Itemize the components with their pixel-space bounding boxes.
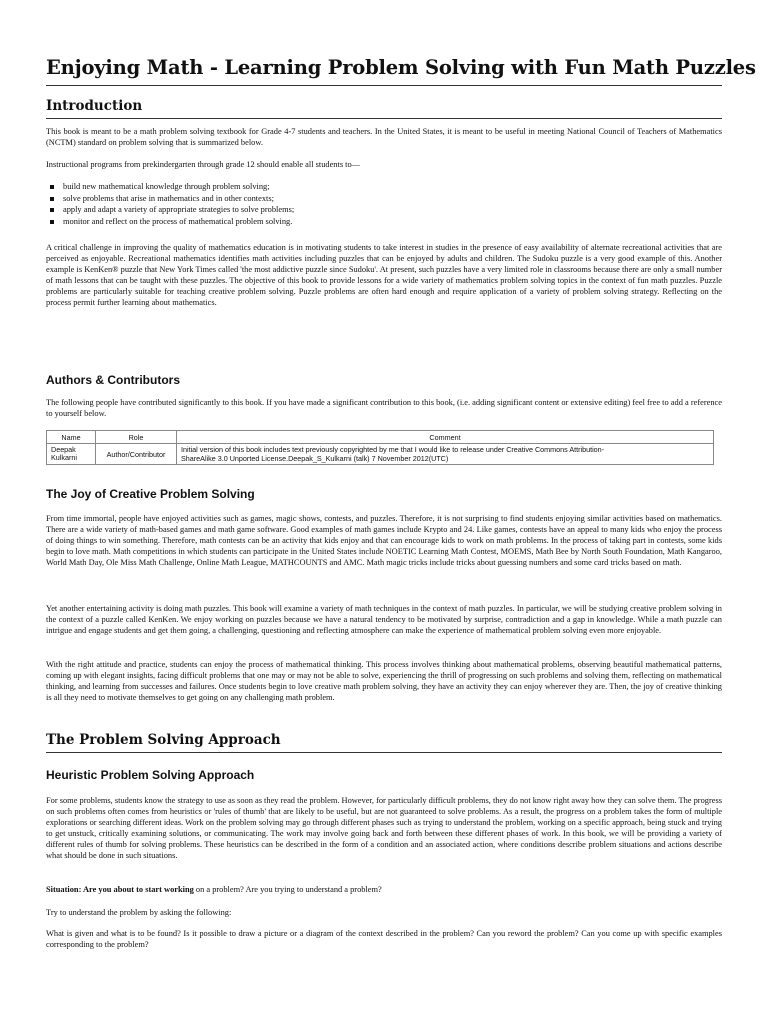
- cell-name: [47, 444, 96, 465]
- joy-paragraph-2: Yet another entertaining activity is doing math puzzles. This book will examine a variety of math techniques in the context of math puzzles. In particular, we will be studying creative problem solving in the context of a puzzle called KenKen. We enjoy working on puzzles because we have a natural tendency to be motivated by surprise, contradiction and a gap in knowledge. While a math puzzle can intrigue and engage students and get them going, a challenging, questioning and reflecting atmosphere can make the experience of mathematical problem solving even more enjoyable.: [46, 604, 722, 635]
- column-header-name: Name: [47, 431, 96, 444]
- questions-paragraph: What is given and what is to be found? Is it possible to draw a picture or a diagram of the context described in the problem? Can you reword the problem? Can you come up with specific examples corresponding to the problem?: [46, 929, 722, 949]
- name-first: Deepak: [51, 444, 76, 454]
- introduction-paragraph-2: Instructional programs from prekindergarten through grade 12 should enable all students to—: [46, 160, 361, 169]
- approach-heading: The Problem Solving Approach: [46, 732, 722, 753]
- introduction-paragraph-3: A critical challenge in improving the quality of mathematics education is in motivating students to take interest in studies in the presence of easy availability of alternate recreational activities that are perceived as enjoyable. Recreational mathematics identifies math activities including puzzles that can be enjoyed by adults and children. The Sudoku puzzle is a very good example of this. Another example is KenKen® puzzle that New York Times called 'the most addictive puzzle since Sudoku'. At present, such puzzles have a very limited role in classrooms because there are only a small number of math lessons that can be taught with these puzzles. The objective of this book to provide lessons for a wide variety of mathematics problem solving topics in the context of fun math puzzles. Puzzle problems are particularly suitable for teaching creative problem solving. Puzzle problems are often hard enough and require application of a variety of problem solving strategy. Reflecting on the process permit further learning about mathematics.: [46, 243, 722, 307]
- joy-heading: The Joy of Creative Problem Solving: [46, 487, 255, 501]
- situation-text: on a problem? Are you trying to understand a problem?: [193, 885, 382, 894]
- introduction-paragraph-1: This book is meant to be a math problem solving textbook for Grade 4-7 students and teachers. In the United States, it is meant to be useful in meeting National Council of Teachers of Mathematics (NCTM) standard on problem solving that is summarized below.: [46, 127, 722, 147]
- table-row: [47, 444, 714, 465]
- bullet-icon: [50, 220, 54, 224]
- joy-paragraph-1: From time immortal, people have enjoyed activities such as games, magic shows, contests, and puzzles. Therefore, it is not surprising to find students enjoying similar activities based on mathematics. There are a wide variety of math-based games and math game software. Good examples of math games include Krypto and 24. Like games, contests have an appeal to many kids who enjoy the process of doing things to win something. Therefore, math contests can be an activity that kids enjoy and that can encourage kids to work on math problems. In the process of taking part in contests, some kids begin to love math. Math competitions in which students can participate in the United States include NOETIC Learning Math Contest, MOEMS, Math Bee by North South Foundation, Math Kangaroo, World Math Day, Ole Miss Math Challenge, Online Math League, MATHCOUNTS and AMC. Math magic tricks include tricks about guessing numbers and some card tricks based on math.: [46, 514, 722, 567]
- heuristic-paragraph: For some problems, students know the strategy to use as soon as they read the problem. However, for particularly difficult problems, they do not know right away how they can solve them. The progress on such problems often comes from heuristics or 'rules of thumb' that are likely to be useful, but are not guaranteed to solve problems. As a result, the progress on a problem takes the form of multiple explorations or searching different ideas. Work on the problem solving may go through different phases such as trying to understand the problem, working on a specific approach, being stuck and trying to get unstuck, critically examining solutions, or communicating. The work may involve going back and forth between these different phases of work. In this book, we will be providing a variety of different rules of thumb for solving problems. These heuristics can be described in the form of a condition and an associated action, where conditions describe problem situations and actions describe what should be done in such situations.: [46, 796, 722, 860]
- list-item: [46, 181, 294, 193]
- bullet-icon: [50, 208, 54, 212]
- list-item-text: monitor and reflect on the process of mathematical problem solving.: [63, 216, 293, 226]
- list-item: [46, 216, 294, 228]
- bullet-icon: [50, 197, 54, 201]
- joy-paragraph-3: With the right attitude and practice, students can enjoy the process of mathematical thinking. This process involves thinking about mathematical problems, observing beautiful mathematical patterns, coming up with elegant insights, facing difficult problems that one may or may not be able to solve, experiencing the thrill of progressing on such problems and solving them, reflecting on mathematical thinking, and learning from successes and failures. Once students begin to love creative math problem solving, they have an activity they can enjoy wherever they are. Then, the joy of creative thinking is all they need to motivate themselves to get going on any challenging math problem.: [46, 660, 722, 702]
- situation-paragraph: [46, 885, 722, 896]
- nctm-standards-list: [46, 181, 294, 227]
- list-item: [46, 193, 294, 205]
- introduction-heading: Introduction: [46, 98, 722, 119]
- list-item-text: build new mathematical knowledge through problem solving;: [63, 182, 270, 191]
- list-item-text: apply and adapt a variety of appropriate strategies to solve problems;: [63, 205, 295, 215]
- authors-heading: Authors & Contributors: [46, 373, 180, 387]
- comment-line-1: Initial version of this book includes text previously copyrighted by me that I would like to release under Creative Commons Attribution-: [181, 445, 605, 454]
- column-header-comment: Comment: [177, 431, 714, 444]
- authors-paragraph: The following people have contributed significantly to this book. If you have made a significant contribution to this book, (i.e. adding significant content or extensive editing) feel free to add a reference to yourself below.: [46, 398, 722, 418]
- situation-label: Situation: Are you about to start working: [46, 885, 194, 894]
- contributors-table: [46, 430, 714, 465]
- try-paragraph: Try to understand the problem by asking the following:: [46, 908, 232, 917]
- bullet-icon: [50, 185, 54, 189]
- list-item-text: solve problems that arise in mathematics and in other contexts;: [63, 193, 274, 203]
- cell-comment: [177, 444, 714, 465]
- table-header-row: [47, 431, 714, 444]
- column-header-role: Role: [96, 431, 177, 444]
- list-item: [46, 204, 294, 216]
- name-last: Kulkarni: [51, 453, 77, 462]
- cell-role: Author/Contributor: [96, 444, 177, 465]
- heuristic-subheading: Heuristic Problem Solving Approach: [46, 768, 255, 782]
- document-title: Enjoying Math - Learning Problem Solving with Fun Math Puzzles: [46, 56, 722, 86]
- comment-line-2: ShareAlike 3.0 Unported License.Deepak_S_Kulkarni (talk) 7 November 2012(UTC): [181, 454, 449, 463]
